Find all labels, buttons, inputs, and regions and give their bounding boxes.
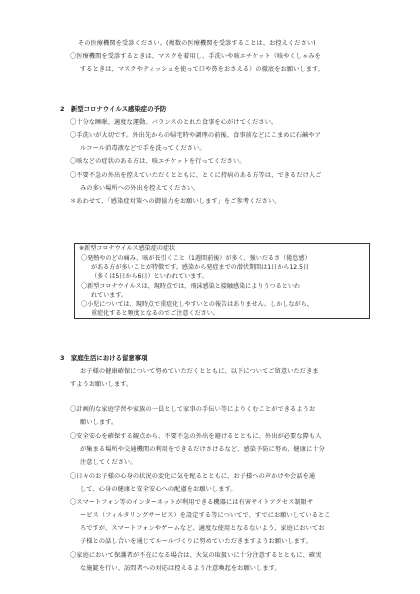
section-3-line: 注意してください。 <box>80 459 137 466</box>
section-3-line: して、心身の健康と安全安心への配慮をお願いします。 <box>80 486 237 493</box>
section-3-line: が集まる場所や交通機関の利用をできるだけさけるなど、感染予防に努め、健康に十分 <box>80 446 325 453</box>
section-3-line: 〇計画的な家庭学習や家族の一員として家事の手伝い等によりくむことができるようお <box>70 406 316 413</box>
top-line-1: その医療機関を受診ください。(複数の医療機関を受診することは、お控えください) <box>78 40 316 47</box>
box-line: がある方が多いことが特徴です。感染から発症までの潜伏期間は1日から12.5日 <box>91 264 310 271</box>
section-2-line: 〇十分な睡眠、適度な運動、バランスのとれた食事を心がけてください。 <box>70 119 278 126</box>
section-3-intro: お子様の健康確保について努めていただくとともに、以下についてご留意いただきま <box>80 368 319 375</box>
section-3-line: 〇日々のお子様の心身の状況の変化に気を配るとともに、お子様への声かけや会話を通 <box>70 473 316 480</box>
section-3-line: ービス（フィルタリングサービス）を設定する等についてで、すでにお願いしているとこ <box>80 512 331 519</box>
box-line: れています。 <box>91 292 128 299</box>
section-3-line: 子様との話し合いを通じてルールづくりに努めていただきますようお願いします。 <box>80 538 313 545</box>
box-line: 〇小児については、現時点で重症化しやすいとの報告はありません。しかしながら、 <box>81 301 313 308</box>
section-3-line: 〇家庭において保護者が不在になる場合は、火気の取扱いに十分注意するとともに、確実 <box>70 552 322 559</box>
section-3-line: な施錠を行い、訪問者への対応は控えるよう注意喚起をお願いします。 <box>80 565 281 572</box>
symptoms-info-box <box>74 243 370 319</box>
top-line-3: するときは、マスクやティッシュを使って口や鼻をおさえる）の徹底をお願いします。 <box>80 66 325 73</box>
section-2-line: 〇咳などの症状のある方は、咳エチケットを行ってください。 <box>70 158 246 165</box>
box-line: 〇発熱やのどの痛み、咳が長引くこと（1週間前後）が多く、強いだるさ（倦怠感） <box>81 255 311 262</box>
section-3-line: 願いします。 <box>80 419 118 426</box>
section-3-line: 〇スマートフォン等のインターネットが利用できる機器には有害サイトアクセス制限サ <box>70 499 314 506</box>
section-2-title: 2 新型コロナウイルス感染症の予防 <box>60 105 167 113</box>
section-3-intro: すようお願いします。 <box>70 381 133 388</box>
section-2-note: ＊あわせて、「感染症対策への御協力をお願いします」をご参考ください。 <box>70 198 281 205</box>
section-3-title: 3 家庭生活における留意事項 <box>60 354 148 362</box>
section-3-line: ろですが、スマートフォンやゲームなど、適度な使用となるないよう、家庭においてお <box>80 525 325 532</box>
box-line: 重症化すると頻度となるのでご注意ください。 <box>91 310 219 317</box>
section-2-line: 〇不要不急の外出を控えていただくとともに、とくに持病のある方等は、できるだけ人ご <box>70 172 322 179</box>
box-heading: ※新型コロナウイルス感染症の症状 <box>79 245 176 252</box>
section-2-line: 〇手洗いが大切です。外出先からの帰宅時や調理の前後、食事前などにこまめに石鹸やア <box>70 132 322 139</box>
box-line: （多くは5日から6日）といわれています。 <box>91 273 208 280</box>
box-line: 〇新型コロナウイルスは、現時点では、飛沫感染と接触感染によりうつるといわ <box>81 283 301 290</box>
section-2-line: ルコール消毒液などで手を洗ってください。 <box>80 145 206 152</box>
section-2-line: みの多い場所への外出を控えてください。 <box>80 185 200 192</box>
section-3-line: 〇安全安心を確保する観点から、不要不急の外出を避けるとともに、外出が必要な際も人 <box>70 433 322 440</box>
top-line-2: 〇医療機関を受診するときは、マスクを着用し、手洗いや咳エチケット（咳やくしゃみを <box>70 53 321 60</box>
